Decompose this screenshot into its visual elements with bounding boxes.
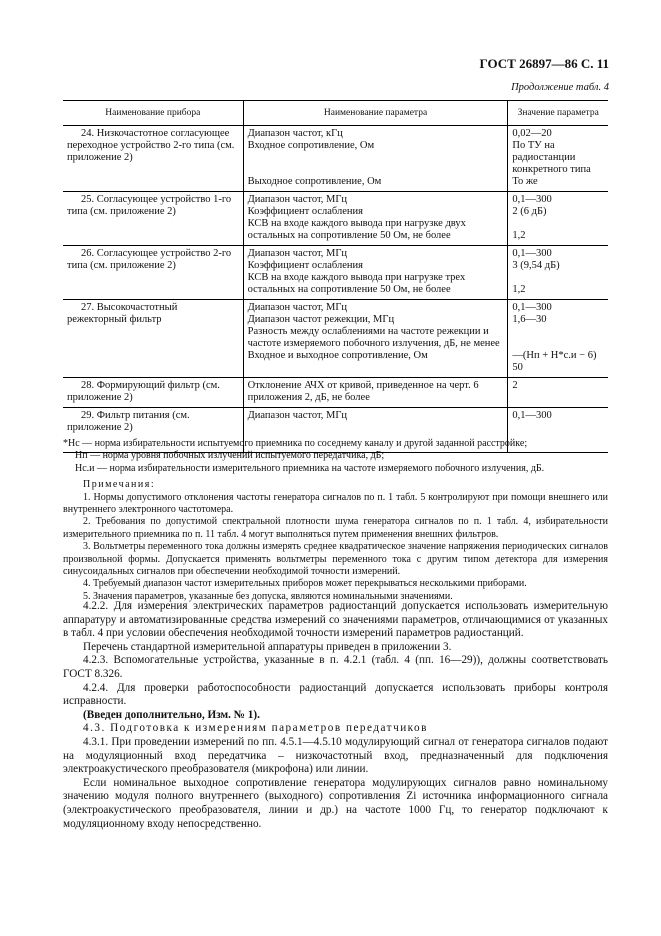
footnotes <box>63 438 608 603</box>
note: 5. Значения параметров, указанные без допуска, являются номинальными значениями. <box>83 590 453 602</box>
params-cell <box>243 378 508 408</box>
param: Диапазон частот, МГц <box>247 194 348 205</box>
footnote: Hс.и — норма избирательности измерительного приемника на частоте измеряемого побочного излучения, дБ. <box>75 462 545 474</box>
param: Выходное сопротивление, Ом <box>247 176 382 187</box>
value: 0,1—300 <box>512 302 552 313</box>
device-cell: 28. Формирующий фильтр (см. приложение 2) <box>63 378 243 408</box>
value: 1,2 <box>512 230 526 241</box>
paragraph: Перечень стандартной измерительной аппаратуры приведен в приложении 3. <box>83 640 452 653</box>
device-cell: 26. Согласующее устройство 2-го типа (см. приложение 2) <box>63 246 243 300</box>
values-cell <box>508 378 608 408</box>
paragraph: 4.2.4. Для проверки работоспособности радиостанций допускается использовать приборы контроля исправности. <box>63 681 608 708</box>
params-cell <box>243 246 508 300</box>
value: 0,1—300 <box>512 410 552 421</box>
note: 3. Вольтметры переменного тока должны измерять среднее квадратическое значение напряжения периодических сигналов произвольной формы. Допускается применять вольтметры переменного тока с другим типом детектора для измерения синусоидальных сигналов при обеспечении необходимой точности измерений. <box>63 541 608 578</box>
value: 50 <box>512 362 523 373</box>
param: Диапазон частот режекции, МГц <box>247 314 395 325</box>
value: 0,02—20 <box>512 128 552 139</box>
value: То же <box>512 176 538 187</box>
formula-value: —(Hп + H*с.и − 6) <box>512 350 597 361</box>
section-heading: 4.3. Подготовка к измерениям параметров передатчиков <box>83 722 428 735</box>
param: Диапазон частот, МГц <box>247 248 348 259</box>
param: Коэффициент ослабления <box>247 260 363 271</box>
param: КСВ на входе каждого вывода при нагрузке трех остальных на сопротивление 50 Ом, не более <box>247 272 466 295</box>
parameters-table <box>63 100 608 453</box>
paragraph: Если номинальное выходное сопротивление генератора модулирующих сигналов равно номинальному значению модуля полного внутреннего (выходного) сопротивления Zi источника информационного сигнала (электроакустического преобразователя, линии и др.) на частоте 1000 Гц, то генератор подключают к модуляционному входу непосредственно. <box>63 776 608 830</box>
param: Диапазон частот, МГц <box>247 302 348 313</box>
column-header: Наименование прибора <box>63 101 243 126</box>
paragraph: 4.2.3. Вспомогательные устройства, указанные в п. 4.2.1 (табл. 4 (пп. 16—29)), должны соответствовать ГОСТ 8.326. <box>63 654 608 680</box>
device-cell: 29. Фильтр питания (см. приложение 2) <box>63 408 243 453</box>
params-cell <box>243 126 508 192</box>
values-cell <box>508 246 608 300</box>
values-cell <box>508 300 608 378</box>
note: 4. Требуемый диапазон частот измерительных приборов может перекрываться несколькими приборами. <box>83 578 527 590</box>
device-cell: 25. Согласующее устройство 1-го типа (см. приложение 2) <box>63 192 243 246</box>
param: Диапазон частот, МГц <box>247 410 348 421</box>
param: Входное и выходное сопротивление, Ом <box>247 350 428 361</box>
table-row <box>63 192 608 246</box>
note: 2. Требования по допустимой спектральной плотности шума генератора сигналов по п. 1 табл. 4, избирательности измерительного приемника по п. 11 табл. 4 могут выполняться путем применения внешних фильтров. <box>63 516 608 540</box>
body-text <box>63 600 608 831</box>
page-header: ГОСТ 26897—86 С. 11 <box>479 56 609 71</box>
value: По ТУ на радиостанции конкретного типа <box>512 140 591 175</box>
paragraph: 4.3.1. При проведении измерений по пп. 4.5.1—4.5.10 модулирующий сигнал от генератора сигналов подают на модуляционный вход передатчика – низкочастотный вход, предназначенный для подключения электроакустического преобразователя (микрофона) или линии. <box>63 735 608 776</box>
footnote: Hп — норма уровня побочных излучений испытуемого передатчика, дБ; <box>75 450 385 462</box>
column-header: Наименование параметра <box>243 101 508 126</box>
device-cell: 24. Низкочастотное согласующее переходное устройство 2-го типа (см. приложение 2) <box>63 126 243 192</box>
value: 1,6—30 <box>512 314 547 325</box>
value: 1,2 <box>512 284 526 295</box>
table-header-row <box>63 101 608 126</box>
notes-title: Примечания: <box>83 479 156 491</box>
footnote: *Hс — норма избирательности испытуемого приемника по соседнему каналу и другой заданной расстройке; <box>63 438 528 449</box>
value: 2 <box>512 380 518 391</box>
table-row <box>63 246 608 300</box>
value: 2 (6 дБ) <box>512 206 547 217</box>
params-cell <box>243 300 508 378</box>
value: 0,1—300 <box>512 194 552 205</box>
table-row <box>63 378 608 408</box>
table-row <box>63 126 608 192</box>
values-cell <box>508 192 608 246</box>
table-continuation: Продолжение табл. 4 <box>511 82 609 93</box>
param: Коэффициент ослабления <box>247 206 363 217</box>
note: 1. Нормы допустимого отклонения частоты генератора сигналов по п. 1 табл. 5 контролируют при помощи внешнего или внутреннего электронного частотомера. <box>63 491 608 516</box>
value: 3 (9,54 дБ) <box>512 260 560 271</box>
param: Диапазон частот, кГц <box>247 128 343 139</box>
param: Входное сопротивление, Ом <box>247 140 375 151</box>
device-cell: 27. Высокочастотный режекторный фильтр <box>63 300 243 378</box>
table-row <box>63 300 608 378</box>
param: Отклонение АЧХ от кривой, приведенное на черт. 6 приложения 2, дБ, не более <box>247 380 479 403</box>
params-cell <box>243 192 508 246</box>
param: КСВ на входе каждого вывода при нагрузке двух остальных на сопротивление 50 Ом, не более <box>247 218 466 241</box>
values-cell <box>508 126 608 192</box>
paragraph: 4.2.2. Для измерения электрических параметров радиостанций допускается использовать измерительную аппаратуру и автоматизированные средства измерений со значениями параметров, отличающимися от указанных в табл. 4 при условии обеспечения необходимой точности измерений параметров радиостанций. <box>63 600 608 640</box>
amendment-note: (Введен дополнительно, Изм. № 1). <box>83 708 260 721</box>
param: Разность между ослаблениями на частоте режекции и частоте измеряемого побочного излучения, дБ, не менее <box>247 326 500 349</box>
value: 0,1—300 <box>512 248 552 259</box>
column-header: Значение параметра <box>508 101 608 126</box>
